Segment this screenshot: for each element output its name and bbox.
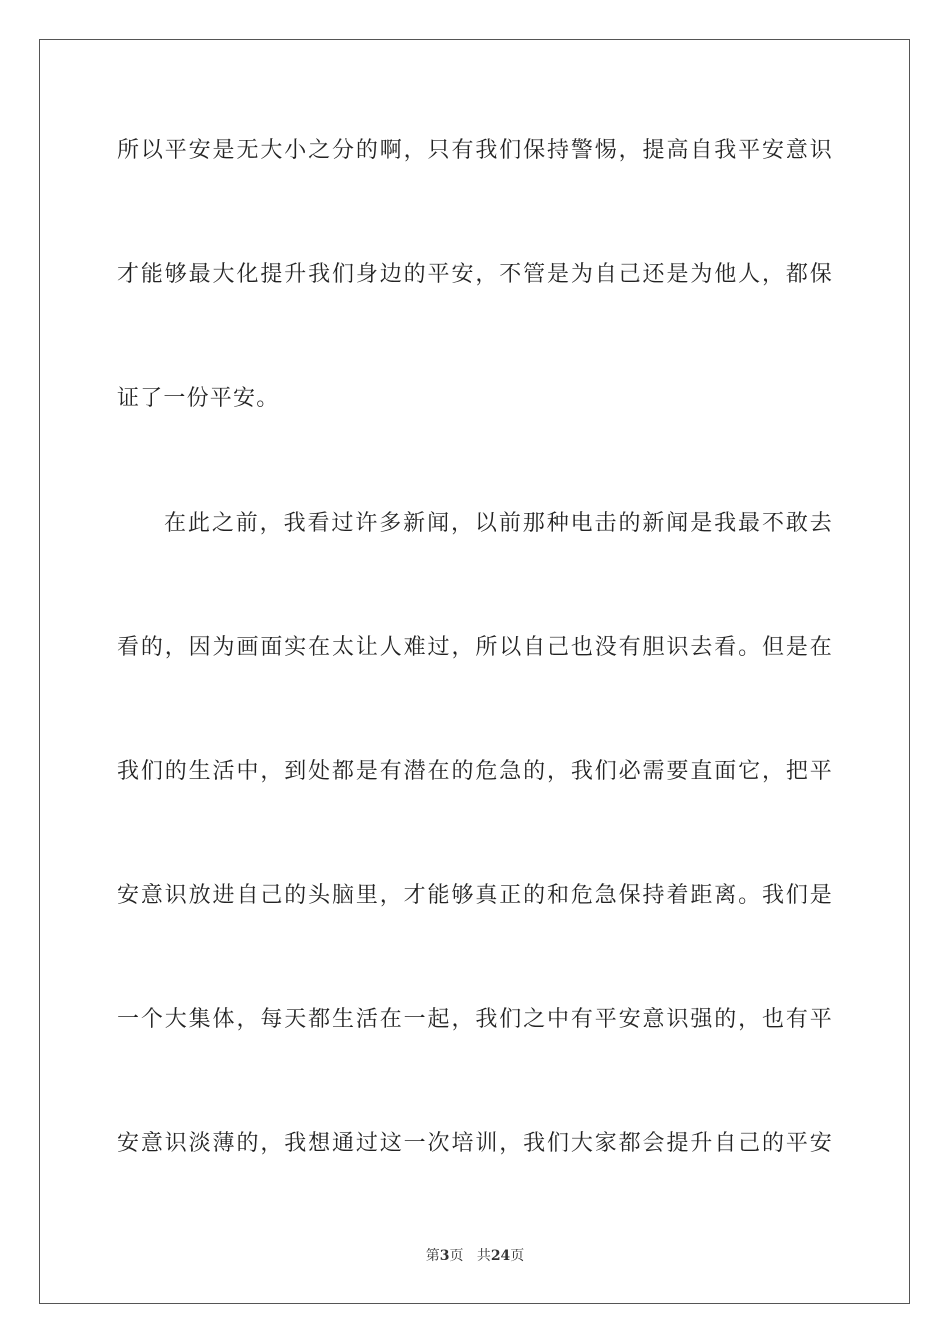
footer-current-page: 3 [439, 1248, 450, 1264]
footer-total-pages: 24 [490, 1248, 511, 1264]
body-text-line-8: 一个大集体，每天都生活在一起，我们之中有平安意识强的，也有平 [117, 1007, 833, 1032]
footer-page-suffix: 页 [449, 1248, 464, 1264]
body-text-line-5: 看的，因为画面实在太让人难过，所以自己也没有胆识去看。但是在 [117, 635, 833, 660]
body-text-line-9: 安意识淡薄的，我想通过这一次培训，我们大家都会提升自己的平安 [117, 1131, 833, 1156]
page-footer [0, 1247, 950, 1265]
body-text-line-6: 我们的生活中，到处都是有潜在的危急的，我们必需要直面它，把平 [117, 759, 833, 784]
body-text-line-2: 才能够最大化提升我们身边的平安，不管是为自己还是为他人，都保 [117, 262, 833, 287]
body-text-line-4: 在此之前，我看过许多新闻，以前那种电击的新闻是我最不敢去 [164, 511, 833, 536]
footer-page-prefix: 第 [425, 1248, 440, 1264]
body-text-line-3: 证了一份平安。 [117, 386, 280, 411]
body-text-line-7: 安意识放进自己的头脑里，才能够真正的和危急保持着距离。我们是 [117, 883, 833, 908]
body-text-line-1: 所以平安是无大小之分的啊，只有我们保持警惕，提高自我平安意识 [117, 138, 833, 163]
page-border [39, 39, 910, 1304]
footer-total-prefix: 共 [476, 1248, 491, 1264]
footer-total-suffix: 页 [510, 1248, 525, 1264]
